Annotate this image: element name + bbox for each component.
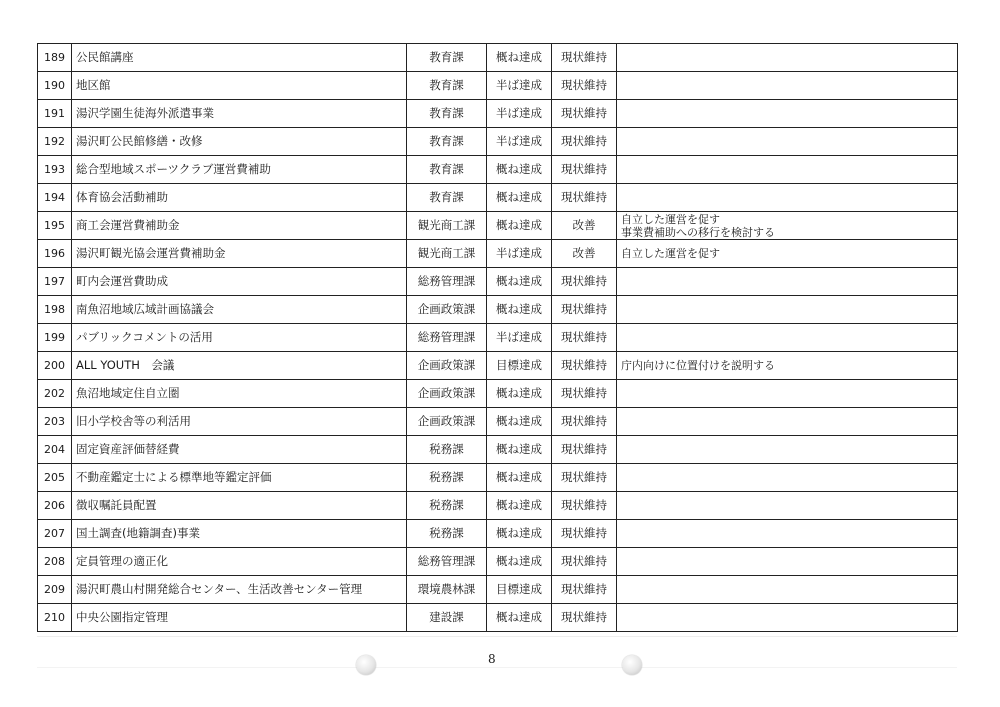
table-row: [38, 492, 958, 520]
department: 税務課: [407, 492, 487, 520]
project-name: 魚沼地域定住自立圏: [72, 380, 407, 408]
direction: 改善: [552, 212, 617, 240]
remarks: [617, 492, 958, 520]
direction: 現状維持: [552, 128, 617, 156]
department: 企画政策課: [407, 408, 487, 436]
direction: 現状維持: [552, 520, 617, 548]
project-name: 体育協会活動補助: [72, 184, 407, 212]
table-row: [38, 156, 958, 184]
table-row: [38, 296, 958, 324]
department: 教育課: [407, 100, 487, 128]
table-row: [38, 100, 958, 128]
table-row: [38, 268, 958, 296]
table-row: [38, 520, 958, 548]
project-name: 国土調査(地籍調査)事業: [72, 520, 407, 548]
direction: 現状維持: [552, 352, 617, 380]
direction: 現状維持: [552, 100, 617, 128]
table-row: [38, 212, 958, 240]
remarks: [617, 128, 958, 156]
row-number: 198: [38, 296, 72, 324]
remarks: [617, 380, 958, 408]
remarks: [617, 520, 958, 548]
row-number: 206: [38, 492, 72, 520]
department: 企画政策課: [407, 296, 487, 324]
evaluation-table: [37, 43, 958, 632]
direction: 現状維持: [552, 72, 617, 100]
project-name: 旧小学校舎等の利活用: [72, 408, 407, 436]
direction: 現状維持: [552, 436, 617, 464]
row-number: 193: [38, 156, 72, 184]
evaluation: 目標達成: [487, 576, 552, 604]
evaluation: 概ね達成: [487, 380, 552, 408]
project-name: 湯沢町農山村開発総合センター、生活改善センター管理: [72, 576, 407, 604]
table-row: [38, 324, 958, 352]
table-row: [38, 72, 958, 100]
project-name: 町内会運営費助成: [72, 268, 407, 296]
remarks: [617, 72, 958, 100]
evaluation: 概ね達成: [487, 408, 552, 436]
evaluation: 半ば達成: [487, 72, 552, 100]
direction: 改善: [552, 240, 617, 268]
row-number: 208: [38, 548, 72, 576]
remarks: [617, 156, 958, 184]
project-name: 湯沢学園生徒海外派遣事業: [72, 100, 407, 128]
department: 総務管理課: [407, 324, 487, 352]
project-name: 徴収嘱託員配置: [72, 492, 407, 520]
row-number: 192: [38, 128, 72, 156]
row-number: 202: [38, 380, 72, 408]
evaluation: 概ね達成: [487, 44, 552, 72]
department: 環境農林課: [407, 576, 487, 604]
department: 総務管理課: [407, 268, 487, 296]
row-number: 194: [38, 184, 72, 212]
row-number: 191: [38, 100, 72, 128]
table-row: [38, 408, 958, 436]
direction: 現状維持: [552, 492, 617, 520]
row-number: 200: [38, 352, 72, 380]
project-name: 不動産鑑定士による標準地等鑑定評価: [72, 464, 407, 492]
direction: 現状維持: [552, 380, 617, 408]
table-row: [38, 240, 958, 268]
evaluation: 半ば達成: [487, 324, 552, 352]
table-row: [38, 184, 958, 212]
direction: 現状維持: [552, 296, 617, 324]
remarks-line: 事業費補助への移行を検討する: [621, 225, 775, 239]
table-row: [38, 128, 958, 156]
table-row: [38, 576, 958, 604]
direction: 現状維持: [552, 576, 617, 604]
show-through-ruling: [37, 636, 957, 668]
department: 観光商工課: [407, 212, 487, 240]
remarks: [617, 604, 958, 632]
project-name: パブリックコメントの活用: [72, 324, 407, 352]
department: 企画政策課: [407, 352, 487, 380]
evaluation: 概ね達成: [487, 212, 552, 240]
row-number: 197: [38, 268, 72, 296]
remarks: [617, 100, 958, 128]
evaluation: 概ね達成: [487, 548, 552, 576]
department: 税務課: [407, 436, 487, 464]
evaluation: 概ね達成: [487, 296, 552, 324]
row-number: 199: [38, 324, 72, 352]
table-row: [38, 604, 958, 632]
punch-hole-left: [356, 655, 376, 675]
project-name: ALL YOUTH 会議: [72, 352, 407, 380]
evaluation-table-body: [38, 44, 958, 632]
evaluation: 目標達成: [487, 352, 552, 380]
table-row: [38, 436, 958, 464]
evaluation: 概ね達成: [487, 492, 552, 520]
evaluation: 概ね達成: [487, 436, 552, 464]
project-name: 公民館講座: [72, 44, 407, 72]
remarks: [617, 324, 958, 352]
project-name: 湯沢町公民館修繕・改修: [72, 128, 407, 156]
row-number: 204: [38, 436, 72, 464]
evaluation: 概ね達成: [487, 520, 552, 548]
row-number: 209: [38, 576, 72, 604]
table-row: [38, 548, 958, 576]
direction: 現状維持: [552, 44, 617, 72]
direction: 現状維持: [552, 464, 617, 492]
evaluation: 概ね達成: [487, 464, 552, 492]
remarks: [617, 576, 958, 604]
remarks: [617, 352, 958, 380]
direction: 現状維持: [552, 604, 617, 632]
project-name: 総合型地域スポーツクラブ運営費補助: [72, 156, 407, 184]
remarks: [617, 44, 958, 72]
table-row: [38, 464, 958, 492]
evaluation: 半ば達成: [487, 100, 552, 128]
row-number: 196: [38, 240, 72, 268]
row-number: 189: [38, 44, 72, 72]
project-name: 商工会運営費補助金: [72, 212, 407, 240]
department: 建設課: [407, 604, 487, 632]
project-name: 湯沢町観光協会運営費補助金: [72, 240, 407, 268]
department: 教育課: [407, 44, 487, 72]
department: 税務課: [407, 464, 487, 492]
evaluation: 半ば達成: [487, 128, 552, 156]
remarks: [617, 212, 958, 240]
department: 教育課: [407, 128, 487, 156]
remarks: [617, 436, 958, 464]
row-number: 210: [38, 604, 72, 632]
row-number: 205: [38, 464, 72, 492]
department: 教育課: [407, 184, 487, 212]
direction: 現状維持: [552, 324, 617, 352]
table-row: [38, 380, 958, 408]
department: 観光商工課: [407, 240, 487, 268]
remarks-line: 自立した運営を促す: [621, 212, 720, 226]
page-number: 8: [488, 652, 496, 666]
project-name: 南魚沼地域広域計画協議会: [72, 296, 407, 324]
evaluation: 概ね達成: [487, 184, 552, 212]
row-number: 190: [38, 72, 72, 100]
direction: 現状維持: [552, 548, 617, 576]
remarks: [617, 184, 958, 212]
remarks: [617, 408, 958, 436]
direction: 現状維持: [552, 268, 617, 296]
remarks: [617, 464, 958, 492]
remarks-line: 庁内向けに位置付けを説明する: [621, 359, 775, 372]
direction: 現状維持: [552, 156, 617, 184]
row-number: 203: [38, 408, 72, 436]
evaluation: 概ね達成: [487, 268, 552, 296]
project-name: 中央公園指定管理: [72, 604, 407, 632]
row-number: 207: [38, 520, 72, 548]
evaluation: 概ね達成: [487, 156, 552, 184]
remarks: [617, 240, 958, 268]
table-row: [38, 352, 958, 380]
evaluation: 半ば達成: [487, 240, 552, 268]
remarks: [617, 296, 958, 324]
remarks: [617, 268, 958, 296]
punch-hole-right: [622, 655, 642, 675]
department: 教育課: [407, 72, 487, 100]
department: 総務管理課: [407, 548, 487, 576]
table-row: [38, 44, 958, 72]
remarks: [617, 548, 958, 576]
department: 税務課: [407, 520, 487, 548]
direction: 現状維持: [552, 184, 617, 212]
project-name: 定員管理の適正化: [72, 548, 407, 576]
project-name: 地区館: [72, 72, 407, 100]
department: 企画政策課: [407, 380, 487, 408]
evaluation: 概ね達成: [487, 604, 552, 632]
department: 教育課: [407, 156, 487, 184]
row-number: 195: [38, 212, 72, 240]
project-name: 固定資産評価替経費: [72, 436, 407, 464]
remarks-line: 自立した運営を促す: [621, 247, 720, 260]
direction: 現状維持: [552, 408, 617, 436]
